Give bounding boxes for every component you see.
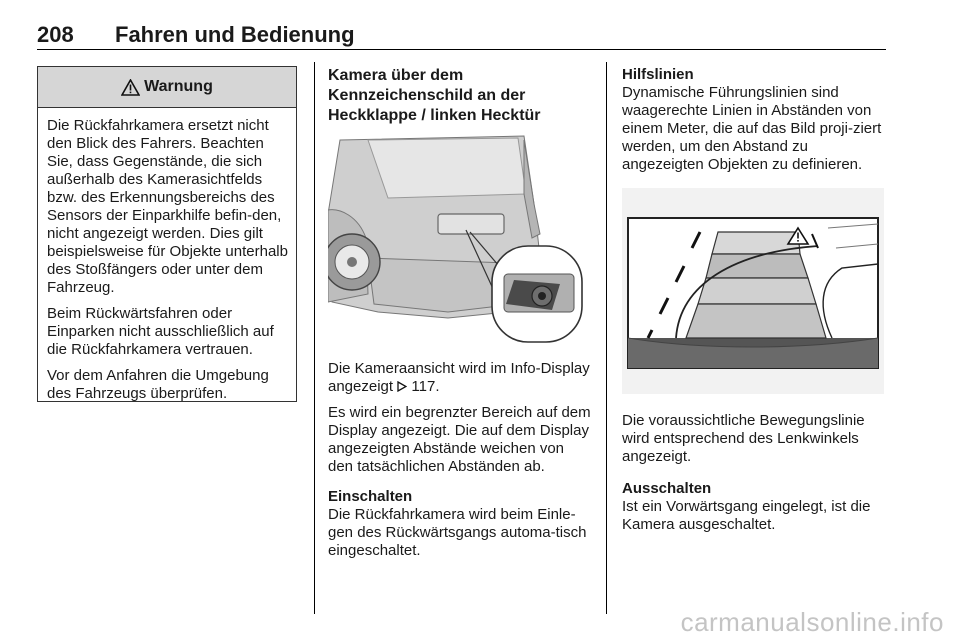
page-title: Fahren und Bedienung (115, 22, 355, 47)
guide-lines-heading: Hilfslinien (622, 66, 694, 83)
camera-text-block (328, 360, 592, 560)
column-divider-2 (606, 62, 607, 614)
warning-body (38, 108, 296, 403)
column-divider-1 (314, 62, 315, 614)
warning-header (38, 67, 296, 108)
warning-paragraph-1: Die Rückfahrkamera ersetzt nicht den Blick des Fahrers. Beachten Sie, dass Gegenstände, die sich außerhalb des Kamerasichtfelds bzw. des Erkennungsbereichs des Sensors der Einparkhilfe befin-den, nicht angezeigt werden. Dies gilt beispielsweise für Objekte unterhalb des Stoßfängers oder unter dem Fahrzeug. (47, 117, 288, 296)
page-reference-number: 117. (411, 378, 440, 395)
camera-section-heading-wrap (328, 66, 592, 126)
guide-lines-block (622, 66, 890, 174)
warning-title: Warnung (144, 78, 213, 95)
warning-paragraph-3: Vor dem Anfahren die Umgebung des Fahrzeugs überprüfen. (47, 367, 269, 402)
guide-lines-paragraph: Dynamische Führungslinien sind waagerechte Linien in Abständen von einem Meter, die auf das Bild proji-ziert werden, um den Abstand zu angezeigten Objekten zu definieren. (622, 84, 882, 173)
header-rule (37, 49, 886, 50)
camera-location-illustration (328, 134, 586, 346)
warning-paragraph-2: Beim Rückwärtsfahren oder Einparken nicht ausschließlich auf die Rückfahrkamera vertrauen. (47, 305, 274, 358)
trajectory-block (622, 412, 890, 534)
camera-display-text: Die Kameraansicht wird im Info-Display angezeigt (328, 360, 590, 395)
page-number: 208 (37, 22, 74, 47)
camera-display-paragraph (328, 360, 592, 396)
guide-lines-illustration (622, 188, 884, 394)
page-reference-arrow-icon (397, 381, 407, 392)
warning-box (37, 66, 297, 402)
camera-section-heading: Kamera über dem Kennzeichenschild an der Heckklappe / linken Hecktür (328, 67, 541, 124)
trajectory-paragraph: Die voraussichtliche Bewegungslinie wird entsprechend des Lenkwinkels angezeigt. (622, 412, 865, 465)
switch-off-paragraph: Ist ein Vorwärtsgang eingelegt, ist die Kamera ausgeschaltet. (622, 498, 871, 533)
watermark: carmanualsonline.info (680, 607, 944, 637)
switch-off-heading: Ausschalten (622, 480, 712, 497)
page-header (37, 22, 886, 48)
display-area-paragraph: Es wird ein begrenzter Bereich auf dem Display angezeigt. Die auf dem Display angezeigten Abstände weichen von den tatsächlichen Abständen ab. (328, 404, 591, 475)
switch-on-paragraph: Die Rückfahrkamera wird beim Einle-gen des Rückwärtsgangs automa-tisch eingeschaltet. (328, 506, 587, 559)
warning-triangle-icon (121, 79, 140, 96)
switch-on-heading: Einschalten (328, 488, 413, 505)
